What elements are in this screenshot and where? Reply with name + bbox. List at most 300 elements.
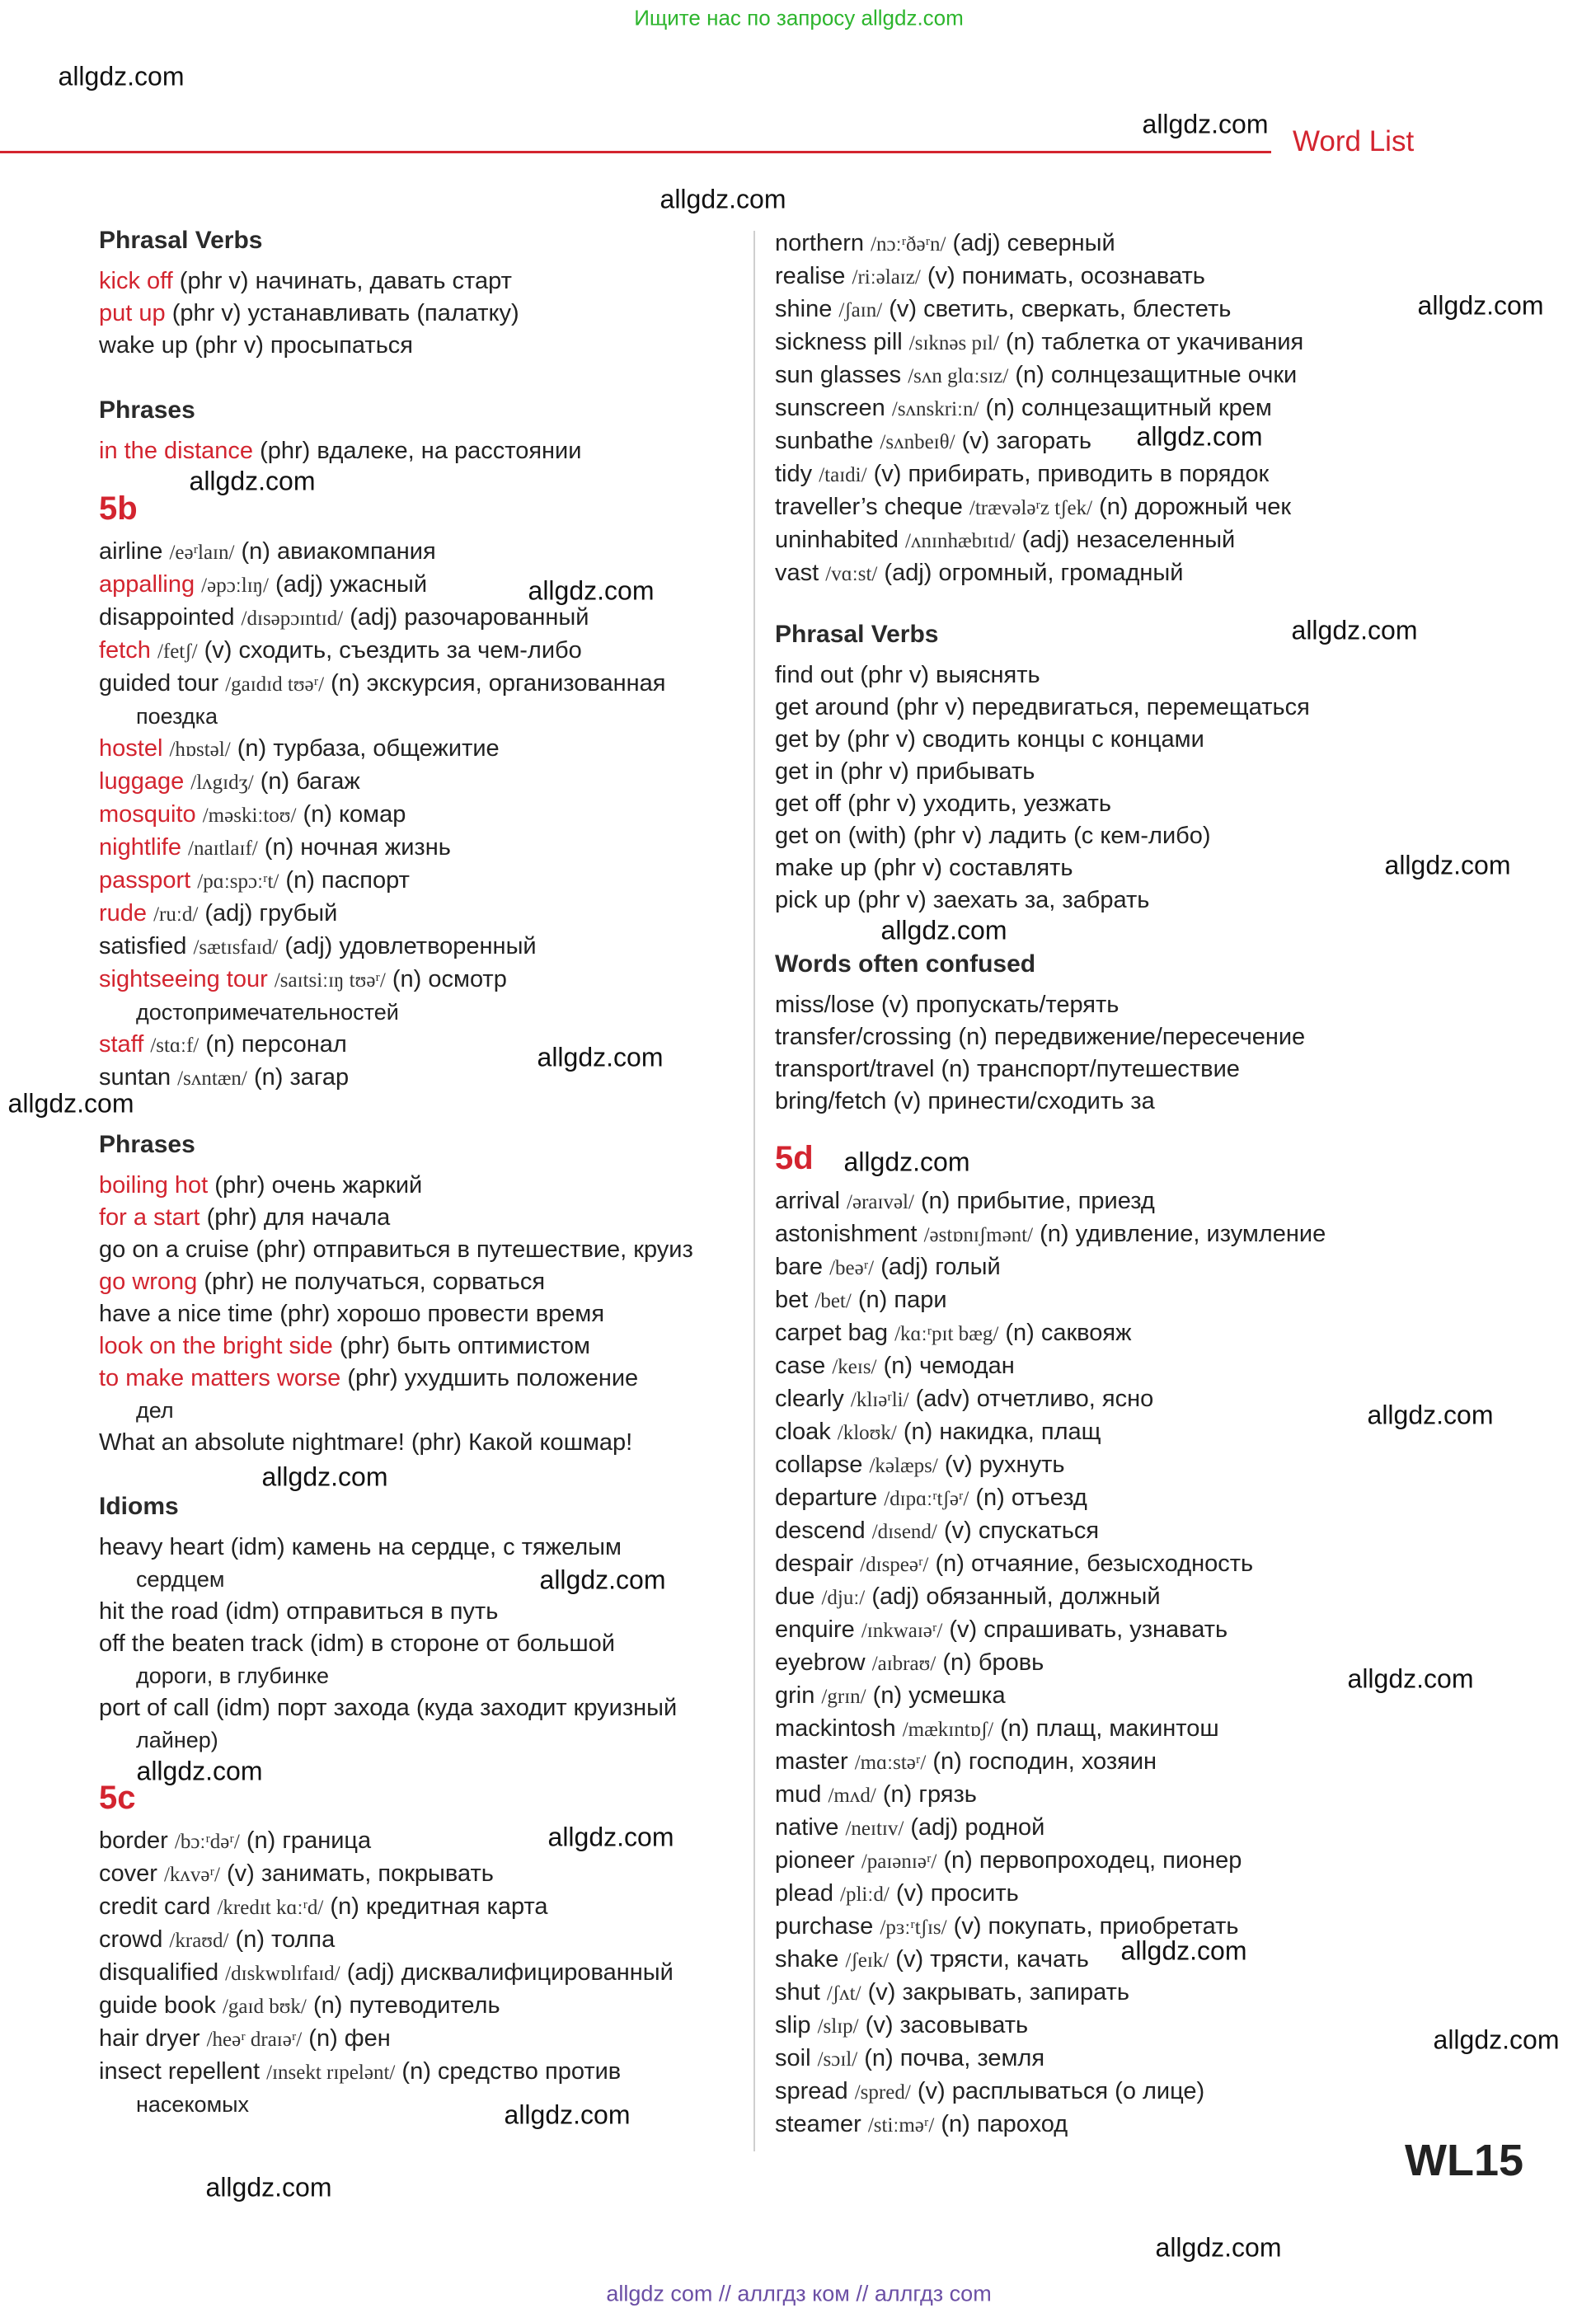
entry-word: despair xyxy=(775,1550,854,1577)
entry-word: get off xyxy=(775,790,842,817)
entry-phonetic: /riːəlaɪz/ xyxy=(852,266,921,288)
word-entry xyxy=(775,1482,1517,1515)
section-5b xyxy=(99,488,775,1095)
entry-word: slip xyxy=(775,2012,811,2038)
entry-word: bet xyxy=(775,1287,809,1313)
entry-word: guide book xyxy=(99,1992,216,2019)
entry-translation: (n) пари xyxy=(857,1287,947,1313)
entry-word: get by xyxy=(775,726,840,753)
entry-translation-continued: достопримечательностей xyxy=(136,1000,399,1025)
entry-translation: (phr v) передвигаться, перемещаться xyxy=(895,694,1310,720)
entry-word: disappointed xyxy=(99,604,235,631)
watermark: allgdz.com xyxy=(136,1756,263,1786)
entry-word: passport xyxy=(99,867,191,894)
entry-translation: (idm) камень на сердце, с тяжелым xyxy=(230,1534,622,1560)
entry-word: mackintosh xyxy=(775,1715,896,1742)
entry-translation: (n) передвижение/пересечение xyxy=(958,1024,1306,1050)
entry-word: descend xyxy=(775,1518,866,1544)
entry-translation: (v) принести/сходить за xyxy=(893,1088,1155,1114)
entry-phonetic: /fetʃ/ xyxy=(157,640,198,663)
word-entry xyxy=(99,298,775,330)
entry-phonetic: /beəʳ/ xyxy=(829,1257,875,1279)
entry-phonetic: /sʌn glɑːsɪz/ xyxy=(908,365,1009,387)
watermark: allgdz.com xyxy=(1417,290,1544,321)
entry-word: go wrong xyxy=(99,1269,198,1295)
entry-word: nightlife xyxy=(99,834,181,861)
entry-translation: (adj) обязанный, должный xyxy=(871,1583,1161,1610)
word-entry xyxy=(99,1266,775,1298)
entry-word: credit card xyxy=(99,1893,211,1920)
entry-word: kick off xyxy=(99,268,173,294)
entry-phonetic: /məskiːtoʊ/ xyxy=(202,805,297,827)
entry-translation: (phr) быть оптимистом xyxy=(339,1333,590,1359)
entry-translation: (n) удивление, изумление xyxy=(1040,1221,1326,1247)
entry-word: rude xyxy=(99,900,148,926)
entry-word: look on the bright side xyxy=(99,1333,333,1359)
entry-phonetic: /əraɪvəl/ xyxy=(847,1191,914,1213)
left-section-phrases xyxy=(99,394,775,467)
word-entry xyxy=(775,1977,1517,2010)
word-entry xyxy=(99,766,775,799)
entry-word: eyebrow xyxy=(775,1649,866,1676)
word-entry xyxy=(775,1449,1517,1482)
word-entry xyxy=(775,2043,1517,2076)
entry-translation: (v) светить, сверкать, блестеть xyxy=(889,296,1232,322)
entry-translation: (v) понимать, осознавать xyxy=(927,263,1205,289)
entry-translation-continued: сердцем xyxy=(136,1567,225,1592)
entry-word: northern xyxy=(775,230,865,256)
word-entry xyxy=(99,733,775,766)
word-entry xyxy=(775,1713,1517,1746)
word-entry xyxy=(99,1692,775,1724)
word-entry xyxy=(775,756,1517,788)
entry-translation: (adj) северный xyxy=(952,230,1115,256)
entry-phonetic: /sætɪsfaɪd/ xyxy=(193,936,279,959)
watermark: allgdz.com xyxy=(1155,2232,1282,2263)
section-heading: Words often confused xyxy=(775,950,1036,978)
word-entry xyxy=(99,1891,775,1924)
entry-translation: (adj) родной xyxy=(910,1814,1045,1841)
word-entry xyxy=(775,293,1517,326)
entry-word: cloak xyxy=(775,1419,831,1445)
entry-phonetic: /trævələʳz tʃek/ xyxy=(969,497,1093,519)
entry-phonetic: /gaɪd bʊk/ xyxy=(222,1996,307,2018)
entry-translation: (idm) порт захода (куда заходит круизный xyxy=(215,1695,678,1721)
word-entry xyxy=(99,265,775,298)
entry-translation-continued: дел xyxy=(136,1398,174,1423)
entry-translation: (v) засовывать xyxy=(865,2012,1029,2038)
word-entry xyxy=(99,330,775,362)
entry-translation: (n) комар xyxy=(303,801,406,828)
entry-translation: (n) таблетка от укачивания xyxy=(1005,329,1304,355)
entry-phonetic: /keɪs/ xyxy=(832,1356,877,1378)
entry-phonetic: /ɪnkwaɪəʳ/ xyxy=(861,1620,943,1642)
entry-word: insect repellent xyxy=(99,2058,261,2085)
section-heading: Idioms xyxy=(99,1493,179,1520)
entry-word: sunscreen xyxy=(775,395,885,421)
entry-translation: (n) фен xyxy=(308,2025,391,2052)
entry-translation-continued: поездка xyxy=(136,704,218,729)
entry-phonetic: /sʌnbeɪθ/ xyxy=(880,431,955,453)
entry-phonetic: /nɔːʳðəʳn/ xyxy=(871,233,946,256)
entry-translation: (idm) отправиться в путь xyxy=(225,1598,499,1625)
entry-word: grin xyxy=(775,1682,815,1709)
entry-word: hit the road xyxy=(99,1598,219,1625)
word-entry xyxy=(775,1779,1517,1812)
entry-translation-continued: дороги, в глубинке xyxy=(136,1663,329,1688)
entry-word: wake up xyxy=(99,332,189,359)
entry-translation: (n) накидка, плащ xyxy=(903,1419,1101,1445)
entry-phonetic: /eəʳlaɪn/ xyxy=(169,542,235,564)
word-entry xyxy=(99,898,775,931)
word-entry xyxy=(775,1021,1517,1053)
word-entry xyxy=(775,326,1517,359)
word-entry xyxy=(99,1234,775,1266)
watermark: allgdz.com xyxy=(1384,850,1511,880)
word-entry xyxy=(775,1053,1517,1086)
word-entry xyxy=(775,1548,1517,1581)
word-entry xyxy=(99,635,775,668)
entry-phonetic: /əstɒnɪʃmənt/ xyxy=(923,1224,1034,1246)
entry-translation: (phr) очень жаркий xyxy=(214,1172,423,1199)
entry-translation: (n) саквояж xyxy=(1005,1320,1132,1346)
section-heading: 5b xyxy=(99,490,138,527)
entry-translation: (adj) удовлетворенный xyxy=(284,933,537,959)
word-entry xyxy=(99,569,775,602)
entry-word: arrival xyxy=(775,1188,840,1214)
entry-phonetic: /stɑːf/ xyxy=(150,1034,200,1057)
entry-word: uninhabited xyxy=(775,527,899,553)
word-entry xyxy=(775,1812,1517,1845)
entry-word: traveller’s cheque xyxy=(775,494,963,520)
entry-word: disqualified xyxy=(99,1959,219,1986)
entry-word: vast xyxy=(775,560,819,586)
entry-translation: (adj) дисквалифицированный xyxy=(346,1959,674,1986)
entry-translation: (v) рухнуть xyxy=(944,1452,1065,1478)
entry-phonetic: /klɪəʳli/ xyxy=(850,1389,909,1411)
section-words-often-confused xyxy=(775,948,1517,1118)
entry-translation: (phr) ухудшить положение xyxy=(347,1365,639,1391)
entry-word: fetch xyxy=(99,637,151,664)
word-entry xyxy=(99,1596,775,1628)
word-entry xyxy=(775,1581,1517,1614)
entry-phonetic: /dɪskwɒlɪfaɪd/ xyxy=(225,1963,340,1985)
word-entry xyxy=(99,536,775,569)
entry-translation: (n) грязь xyxy=(882,1781,977,1808)
entry-word: hostel xyxy=(99,735,163,762)
watermark: allgdz.com xyxy=(58,61,185,91)
entry-translation: (v) спрашивать, узнавать xyxy=(949,1616,1228,1643)
entry-word: clearly xyxy=(775,1386,844,1412)
entry-translation: (n) первопроходец, пионер xyxy=(943,1847,1242,1874)
word-entry xyxy=(775,557,1517,590)
entry-phonetic: /pliːd/ xyxy=(840,1883,890,1906)
word-entry xyxy=(99,1990,775,2023)
entry-translation: (n) багаж xyxy=(260,768,360,795)
section-heading: 5c xyxy=(99,1780,136,1816)
entry-translation: (phr v) заехать за, забрать xyxy=(857,887,1150,913)
word-entry xyxy=(775,1878,1517,1911)
entry-phonetic: /heəʳ draɪəʳ/ xyxy=(206,2029,303,2051)
entry-translation: (v) расплываться (о лице) xyxy=(917,2078,1205,2104)
entry-word: border xyxy=(99,1827,168,1854)
word-entry xyxy=(775,1317,1517,1350)
entry-phonetic: /kloʊk/ xyxy=(837,1422,897,1444)
entry-word: steamer xyxy=(775,2111,861,2137)
entry-word: find out xyxy=(775,662,854,688)
word-entry xyxy=(99,2023,775,2056)
entry-phonetic: /kɑːʳpɪt bæg/ xyxy=(894,1323,999,1345)
word-entry xyxy=(775,1185,1517,1218)
entry-word: boiling hot xyxy=(99,1172,209,1199)
entry-word: departure xyxy=(775,1485,878,1511)
entry-phonetic: /saɪtsiːɪŋ tʊəʳ/ xyxy=(274,969,386,992)
word-entry xyxy=(99,1363,775,1395)
watermark: allgdz.com xyxy=(880,915,1007,945)
entry-translation: (phr) вдалеке, на расстоянии xyxy=(260,438,582,464)
entry-word: master xyxy=(775,1748,848,1775)
word-entry xyxy=(775,491,1517,524)
entry-translation: (n) пароход xyxy=(941,2111,1068,2137)
word-entry xyxy=(99,1427,775,1459)
entry-word: purchase xyxy=(775,1913,874,1940)
entry-word: case xyxy=(775,1353,826,1379)
word-entry xyxy=(99,1170,775,1202)
word-entry xyxy=(775,1284,1517,1317)
watermark: allgdz.com xyxy=(660,184,786,214)
section-heading: Phrasal Verbs xyxy=(99,227,263,254)
watermark: allgdz.com xyxy=(547,1822,674,1852)
entry-phonetic: /dɪsəpɔɪntɪd/ xyxy=(241,607,344,630)
entry-phonetic: /vɑːst/ xyxy=(825,563,878,585)
entry-word: port of call xyxy=(99,1695,209,1721)
entry-word: pick up xyxy=(775,887,851,913)
entry-phonetic: /ɪnsekt rɪpelənt/ xyxy=(266,2062,396,2084)
entry-phonetic: /kraʊd/ xyxy=(169,1930,229,1952)
watermark: allgdz.com xyxy=(205,2172,332,2202)
entry-word: shake xyxy=(775,1946,839,1973)
section-5d xyxy=(775,1138,1517,2141)
entry-word: tidy xyxy=(775,461,813,487)
entry-word: in the distance xyxy=(99,438,254,464)
entry-phonetic: /bɔːʳdəʳ/ xyxy=(174,1831,240,1853)
entry-translation: (v) прибирать, приводить в порядок xyxy=(873,461,1270,487)
entry-word: sickness pill xyxy=(775,329,903,355)
entry-phonetic: /dɪsend/ xyxy=(871,1521,937,1543)
entry-phonetic: /grɪn/ xyxy=(821,1686,866,1708)
entry-word: soil xyxy=(775,2045,811,2071)
word-entry xyxy=(99,1628,775,1660)
entry-phonetic: /kredɪt kɑːʳd/ xyxy=(217,1897,324,1919)
entry-translation: (n) чемодан xyxy=(883,1353,1015,1379)
entry-word: enquire xyxy=(775,1616,855,1643)
entry-translation: (phr v) просыпаться xyxy=(195,332,414,359)
word-entry xyxy=(99,964,775,997)
entry-word: bare xyxy=(775,1254,824,1280)
entry-translation: (n) загар xyxy=(253,1064,350,1091)
entry-phonetic: /ʃʌt/ xyxy=(826,1982,861,2005)
section-heading: 5d xyxy=(775,1140,814,1176)
entry-word: pioneer xyxy=(775,1847,855,1874)
entry-translation: (n) солнцезащитные очки xyxy=(1015,362,1298,388)
entry-translation: (phr v) начинать, давать старт xyxy=(179,268,512,294)
entry-translation: (n) отчаяние, безысходность xyxy=(935,1550,1254,1577)
entry-phonetic: /sɔɪl/ xyxy=(817,2048,858,2071)
entry-translation: (n) плащ, макинтош xyxy=(1000,1715,1219,1742)
entry-phonetic: /ʃeɪk/ xyxy=(845,1949,890,1972)
entry-translation: (v) закрывать, запирать xyxy=(867,1979,1129,2005)
section-heading: Phrasal Verbs xyxy=(775,621,939,648)
watermark: allgdz.com xyxy=(7,1088,134,1119)
entry-translation: (adj) голый xyxy=(880,1254,1001,1280)
word-entry xyxy=(775,228,1517,260)
entry-translation: (n) кредитная карта xyxy=(330,1893,548,1920)
entry-phonetic: /stiːməʳ/ xyxy=(867,2114,935,2137)
entry-word: make up xyxy=(775,855,867,881)
entry-translation: (n) путеводитель xyxy=(312,1992,500,2019)
entry-phonetic: /sʌnskriːn/ xyxy=(891,398,979,420)
entry-translation: (phr) Какой кошмар! xyxy=(411,1429,633,1456)
watermark: allgdz.com xyxy=(1142,109,1269,139)
left-section-phrases-2 xyxy=(99,1128,775,1459)
entry-word: staff xyxy=(99,1031,144,1058)
word-entry xyxy=(99,1924,775,1957)
entry-translation: (n) солнцезащитный крем xyxy=(985,395,1272,421)
word-entry xyxy=(775,392,1517,425)
entry-word: astonishment xyxy=(775,1221,918,1247)
section-heading: Phrases xyxy=(99,1131,195,1158)
entry-phonetic: /paɪənɪəʳ/ xyxy=(861,1851,937,1873)
word-entry xyxy=(99,2056,775,2089)
watermark: allgdz.com xyxy=(189,466,316,496)
entry-word: luggage xyxy=(99,768,185,795)
word-entry xyxy=(775,458,1517,491)
entry-word: crowd xyxy=(99,1926,163,1953)
entry-translation: (n) бровь xyxy=(942,1649,1044,1676)
entry-word: suntan xyxy=(99,1064,171,1091)
entry-word: sunbathe xyxy=(775,428,874,454)
entry-translation: (phr v) прибывать xyxy=(840,758,1035,785)
entry-phonetic: /dɪpɑːʳtʃəʳ/ xyxy=(884,1488,969,1510)
entry-phonetic: /naɪtlaɪf/ xyxy=(188,837,258,860)
entry-phonetic: /gaɪdɪd tʊəʳ/ xyxy=(225,673,325,696)
entry-translation: (idm) в стороне от большой xyxy=(309,1630,615,1657)
word-entry xyxy=(99,1858,775,1891)
word-entry xyxy=(775,692,1517,724)
word-entry xyxy=(775,524,1517,557)
word-entry xyxy=(775,260,1517,293)
word-entry xyxy=(775,359,1517,392)
entry-phonetic: /sɪknəs pɪl/ xyxy=(908,332,999,354)
entry-translation: (v) занимать, покрывать xyxy=(226,1860,494,1887)
entry-translation: (n) ночная жизнь xyxy=(264,834,451,861)
entry-translation: (adj) незаселенный xyxy=(1021,527,1236,553)
word-entry xyxy=(775,2076,1517,2109)
entry-word: satisfied xyxy=(99,933,187,959)
entry-word: appalling xyxy=(99,571,195,598)
entry-word: transfer/crossing xyxy=(775,1024,952,1050)
entry-phonetic: /pɜːʳtʃɪs/ xyxy=(880,1916,947,1939)
entry-translation: (phr) отправиться в путешествие, круиз xyxy=(256,1236,693,1263)
word-entry xyxy=(99,865,775,898)
entry-translation: (phr v) уходить, уезжать xyxy=(847,790,1112,817)
watermark: allgdz.com xyxy=(843,1147,970,1177)
section-heading: Phrases xyxy=(99,396,195,424)
word-entry xyxy=(775,788,1517,820)
entry-word: shut xyxy=(775,1979,820,2005)
entry-word: shine xyxy=(775,296,833,322)
entry-translation: (n) дорожный чек xyxy=(1099,494,1292,520)
word-entry xyxy=(775,1746,1517,1779)
entry-phonetic: /kʌvəʳ/ xyxy=(163,1864,220,1886)
word-entry xyxy=(775,989,1517,1021)
word-entry xyxy=(775,884,1517,917)
entry-phonetic: /aɪbraʊ/ xyxy=(871,1653,936,1675)
entry-translation: (phr v) ладить (с кем-либо) xyxy=(913,823,1211,849)
search-hint-banner: Ищите нас по запросу allgdz.com xyxy=(634,5,964,30)
word-entry xyxy=(99,1532,775,1564)
entry-translation: (phr) не получаться, сорваться xyxy=(204,1269,546,1295)
word-entry xyxy=(775,1845,1517,1878)
entry-word: get in xyxy=(775,758,833,785)
entry-word: cover xyxy=(99,1860,157,1887)
entry-phonetic: /djuː/ xyxy=(821,1587,866,1609)
entry-translation: (n) персонал xyxy=(205,1031,347,1058)
entry-translation: (v) спускаться xyxy=(943,1518,1100,1544)
entry-translation: (n) паспорт xyxy=(285,867,410,894)
entry-word: native xyxy=(775,1814,839,1841)
entry-translation: (phr v) сводить концы с концами xyxy=(847,726,1204,753)
entry-translation: (adv) отчетливо, ясно xyxy=(915,1386,1154,1412)
entry-word: to make matters worse xyxy=(99,1365,341,1391)
watermark: allgdz.com xyxy=(1367,1400,1494,1430)
entry-translation: (phr v) составлять xyxy=(873,855,1073,881)
word-entry xyxy=(775,1251,1517,1284)
word-entry xyxy=(775,659,1517,692)
entry-word: have a nice time xyxy=(99,1301,274,1327)
entry-translation: (n) господин, хозяин xyxy=(932,1748,1157,1775)
entry-translation: (v) сходить, съездить за чем-либо xyxy=(204,637,582,664)
word-entry xyxy=(99,1062,775,1095)
entry-translation: (n) прибытие, приезд xyxy=(921,1188,1155,1214)
entry-translation: (v) пропускать/терять xyxy=(880,992,1120,1018)
entry-translation: (adj) ужасный xyxy=(275,571,428,598)
entry-phonetic: /hɒstəl/ xyxy=(169,739,231,761)
entry-word: for a start xyxy=(99,1204,200,1231)
entry-word: carpet bag xyxy=(775,1320,889,1346)
entry-word: realise xyxy=(775,263,846,289)
word-entry xyxy=(99,1029,775,1062)
entry-word: mud xyxy=(775,1781,822,1808)
section-idioms xyxy=(99,1490,775,1757)
word-entry xyxy=(775,1614,1517,1647)
entry-word: bring/fetch xyxy=(775,1088,887,1114)
entry-phonetic: /bet/ xyxy=(814,1290,852,1312)
watermark: allgdz.com xyxy=(504,2099,631,2130)
word-entry xyxy=(99,1957,775,1990)
entry-word: miss/lose xyxy=(775,992,875,1018)
page-title: Word List xyxy=(1293,125,1415,157)
entry-translation: (phr v) выяснять xyxy=(860,662,1040,688)
entry-phonetic: /lʌgɪdʒ/ xyxy=(190,772,254,794)
word-entry xyxy=(99,602,775,635)
entry-word: due xyxy=(775,1583,815,1610)
entry-phonetic: /sʌntæn/ xyxy=(177,1067,247,1090)
word-entry xyxy=(775,724,1517,756)
entry-word: collapse xyxy=(775,1452,863,1478)
entry-word: sightseeing tour xyxy=(99,966,268,992)
word-entry xyxy=(99,931,775,964)
